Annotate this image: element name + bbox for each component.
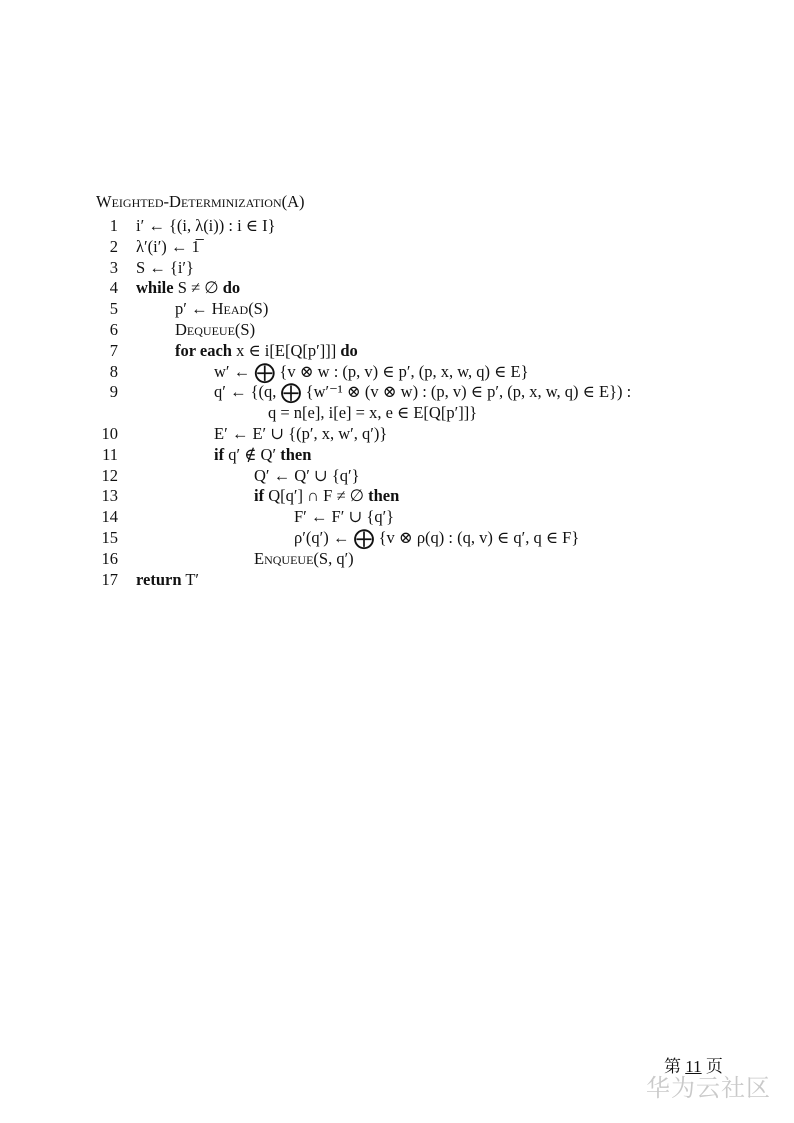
- algorithm-line: [96, 549, 736, 570]
- line-code: S ← {i′}: [136, 257, 194, 277]
- algorithm-line: [96, 278, 736, 299]
- line-number: 10: [101, 423, 118, 443]
- algorithm-block: [96, 192, 736, 590]
- line-code: return T′: [136, 569, 200, 589]
- algorithm-line: [96, 258, 736, 279]
- algorithm-line: [96, 237, 736, 258]
- line-number: 13: [101, 486, 118, 506]
- algorithm-line: [96, 341, 736, 362]
- line-code: E′ ← E′ ∪ {(p′, x, w′, q′)}: [214, 423, 388, 443]
- line-code: F′ ← F′ ∪ {q′}: [294, 507, 395, 527]
- page-number: 11: [685, 1057, 702, 1076]
- line-number: 12: [101, 465, 118, 485]
- line-number: 17: [101, 569, 118, 589]
- line-code: Enqueue(S, q′): [254, 548, 354, 568]
- line-code: while S ≠ ∅ do: [136, 278, 241, 298]
- line-code: q′ ← {(q, ⨁ {w′⁻¹ ⊗ (v ⊗ w) : (p, v) ∈ p′, (p, x, w, q) ∈ E}) :: [214, 380, 632, 405]
- algorithm-line: [96, 359, 736, 384]
- line-number: 7: [109, 340, 118, 360]
- algorithm-line: [96, 403, 736, 424]
- algorithm-line: [96, 445, 736, 466]
- line-number: 4: [109, 278, 118, 298]
- algorithm-line: [96, 570, 736, 591]
- algorithm-line: [96, 299, 736, 320]
- line-code: λ′(i′) ← 1̅: [136, 236, 200, 256]
- line-number: 6: [109, 319, 118, 339]
- line-number: 14: [101, 507, 118, 527]
- algorithm-lines: [96, 216, 736, 590]
- line-code: i′ ← {(i, λ(i)) : i ∈ I}: [136, 216, 276, 235]
- algorithm-line: [96, 424, 736, 445]
- algorithm-line: [96, 525, 736, 550]
- algorithm-title: Weighted-Determinization(A): [96, 192, 305, 211]
- algorithm-line: [96, 320, 736, 341]
- line-number: 15: [101, 527, 118, 547]
- algorithm-line: [96, 507, 736, 528]
- algorithm-line: [96, 216, 736, 237]
- line-code: w′ ← ⨁ {v ⊗ w : (p, v) ∈ p′, (p, x, w, q) ∈ E}: [214, 359, 529, 384]
- line-code: p′ ← Head(S): [175, 299, 269, 319]
- line-code: if q′ ∉ Q′ then: [214, 444, 312, 464]
- watermark: 华为云社区: [646, 1074, 771, 1102]
- line-code: q = n[e], i[e] = x, e ∈ E[Q[p′]]}: [268, 403, 478, 423]
- line-code: for each x ∈ i[E[Q[p′]]] do: [175, 340, 358, 360]
- line-code: ρ′(q′) ← ⨁ {v ⊗ ρ(q) : (q, v) ∈ q′, q ∈ F}: [294, 525, 580, 550]
- line-number: 8: [109, 361, 118, 381]
- line-number: 3: [109, 257, 118, 277]
- line-number: 11: [102, 444, 118, 464]
- page-prefix: 第: [664, 1057, 686, 1076]
- line-code: Q′ ← Q′ ∪ {q′}: [254, 465, 360, 485]
- line-code: Dequeue(S): [175, 319, 256, 339]
- line-number: 9: [109, 382, 118, 402]
- line-number: 2: [109, 236, 118, 256]
- line-number: 16: [101, 548, 118, 568]
- algorithm-line: [96, 466, 736, 487]
- line-number: 5: [109, 299, 118, 319]
- algorithm-line: [96, 382, 736, 403]
- line-number: 1: [109, 216, 118, 235]
- page-suffix: 页: [701, 1057, 723, 1076]
- algorithm-line: [96, 486, 736, 507]
- line-code: if Q[q′] ∩ F ≠ ∅ then: [254, 486, 400, 506]
